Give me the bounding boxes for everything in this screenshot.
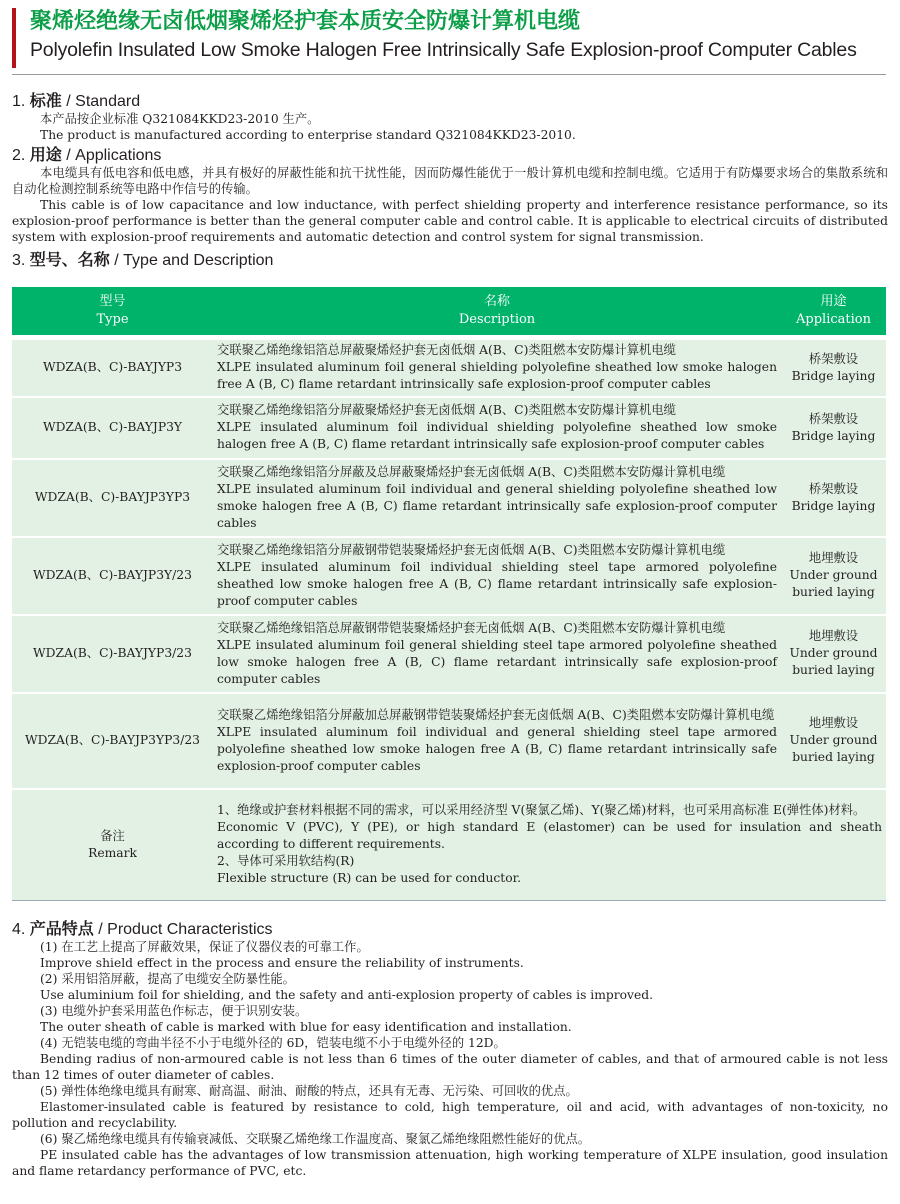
table-row: WDZA(B、C)-BAYJYP3/23 交联聚乙烯绝缘铝箔总屏蔽钢带铠装聚烯烃护套无卤低烟 A(B、C)类阻燃本安防爆计算机电缆 XLPE insulated aluminum foil general shielding steel tape armored polyolefine sheathed low smoke halogen free A (B, C) flame retardant intrinsically safe explosion-proof computer cables 地埋敷设 Under ground buried laying [12,615,886,693]
col-description: 名称 Description [213,287,781,338]
table-row: WDZA(B、C)-BAYJP3Y 交联聚乙烯绝缘铝箔分屏蔽聚烯烃护套无卤低烟 A(B、C)类阻燃本安防爆计算机电缆 XLPE insulated aluminum foil individual shielding polyolefine sheathed low smoke halogen free A (B, C) flame retardant intrinsically safe explosion-proof computer cables 桥架敷设 Bridge laying [12,397,886,459]
page-header [12,8,892,68]
item-en: The outer sheath of cable is marked with blue for easy identification and installation. [40,1020,572,1034]
item-zh: (1) 在工艺上提高了屏蔽效果，保证了仪器仪表的可靠工作。 [40,940,369,954]
section-characteristics [12,920,888,1179]
text-en: The product is manufactured according to enterprise standard Q321084KKD23-2010. [40,128,576,142]
text-zh: 本产品按企业标准 Q321084KKD23-2010 生产。 [40,112,320,126]
section-standard [12,92,888,143]
item-en: Improve shield effect in the process and ensure the reliability of instruments. [40,956,524,970]
item-zh: (3) 电缆外护套采用蓝色作标志，便于识别安装。 [40,1004,308,1018]
section-heading: 4. 产品特点 / Product Characteristics [12,919,273,938]
table-header [12,287,886,338]
section-heading: 2. 用途 / Applications [12,145,162,164]
table-row: WDZA(B、C)-BAYJYP3 交联聚乙烯绝缘铝箔总屏蔽聚烯烃护套无卤低烟 A(B、C)类阻燃本安防爆计算机电缆 XLPE insulated aluminum foil general shielding polyolefine sheathed low smoke halogen free A (B, C) flame retardant intrinsically safe explosion-proof computer cables 桥架敷设 Bridge laying [12,338,886,397]
table-row: WDZA(B、C)-BAYJP3YP3 交联聚乙烯绝缘铝箔分屏蔽及总屏蔽聚烯烃护套无卤低烟 A(B、C)类阻燃本安防爆计算机电缆 XLPE insulated aluminum foil individual and general shielding polyolefine sheathed low smoke halogen free A (B, C) flame retardant intrinsically safe explosion-proof computer cables 桥架敷设 Bridge laying [12,459,886,537]
col-application: 用途 Application [781,287,886,338]
text-zh: 本电缆具有低电容和低电感，并具有极好的屏蔽性能和抗干扰性能，因而防爆性能优于一般计算机电缆和控制电缆。它适用于有防爆要求场合的集散系统和自动化检测控制系统等电路中作信号的传输。 [12,166,888,196]
table-row: WDZA(B、C)-BAYJP3Y/23 交联聚乙烯绝缘铝箔分屏蔽钢带铠装聚烯烃护套无卤低烟 A(B、C)类阻燃本安防爆计算机电缆 XLPE insulated aluminum foil individual shielding steel tape armored polyolefine sheathed low smoke halogen free A (B, C) flame retardant intrinsically safe explosion-proof computer cables 地埋敷设 Under ground buried laying [12,537,886,615]
type-table [12,287,886,901]
section-applications [12,146,888,245]
col-type: 型号 Type [12,287,213,338]
title-en: Polyolefin Insulated Low Smoke Halogen Free Intrinsically Safe Explosion-proof Computer Cables [30,39,857,61]
section-heading: 1. 标准 / Standard [12,91,141,110]
item-zh: (6) 聚乙烯绝缘电缆具有传输衰减低、交联聚乙烯绝缘工作温度高、聚氯乙烯绝缘阻燃性能好的优点。 [40,1132,591,1146]
item-en: PE insulated cable has the advantages of low transmission attenuation, high working temperature of XLPE insulation, good insulation and flame retardancy performance of PVC, etc. [12,1148,888,1178]
item-zh: (2) 采用铝箔屏蔽，提高了电缆安全防暴性能。 [40,972,295,986]
item-en: Bending radius of non-armoured cable is not less than 6 times of the outer diameter of cables, and that of armoured cable is not less than 12 times of outer diameter of cables. [12,1052,888,1082]
divider [12,74,886,75]
item-zh: (5) 弹性体绝缘电缆具有耐寒、耐高温、耐油、耐酸的特点，还具有无毒、无污染、可回收的优点。 [40,1084,578,1098]
section-type [12,251,888,270]
section-heading: 3. 型号、名称 / Type and Description [12,250,274,269]
remark-row: 备注 Remark 1、绝缘或护套材料根据不同的需求，可以采用经济型 V(聚氯乙烯)、Y(聚乙烯)材料，也可采用高标准 E(弹性体)材料。 Economic V (PVC), Y (PE), or high standard E (elastomer) can be used for insulation and sheath according to different requirements. 2、导体可采用软结构(R) Flexible structure (R) can be used for conductor. [12,789,886,901]
item-en: Use aluminium foil for shielding, and the safety and anti-explosion property of cables is improved. [40,988,654,1002]
table-row: WDZA(B、C)-BAYJP3YP3/23 交联聚乙烯绝缘铝箔分屏蔽加总屏蔽钢带铠装聚烯烃护套无卤低烟 A(B、C)类阻燃本安防爆计算机电缆 XLPE insulated aluminum foil individual and general shielding steel tape armored polyolefine sheathed low smoke halogen free A (B, C) flame retardant intrinsically safe explosion-proof computer cables 地埋敷设 Under ground buried laying [12,693,886,789]
item-zh: (4) 无铠装电缆的弯曲半径不小于电缆外径的 6D，铠装电缆不小于电缆外径的 12D。 [40,1036,506,1050]
text-en: This cable is of low capacitance and low inductance, with perfect shielding property and interference resistance performance, so its explosion-proof performance is better than the general computer cable and control cable. It is applicable to electrical circuits of distributed system with explosion-proof requirements and automatic detection and control system for signal transmission. [12,198,888,244]
item-en: Elastomer-insulated cable is featured by resistance to cold, high temperature, oil and acid, with advantages of non-toxicity, no pollution and recyclability. [12,1100,888,1130]
title-zh: 聚烯烃绝缘无卤低烟聚烯烃护套本质安全防爆计算机电缆 [30,9,581,34]
